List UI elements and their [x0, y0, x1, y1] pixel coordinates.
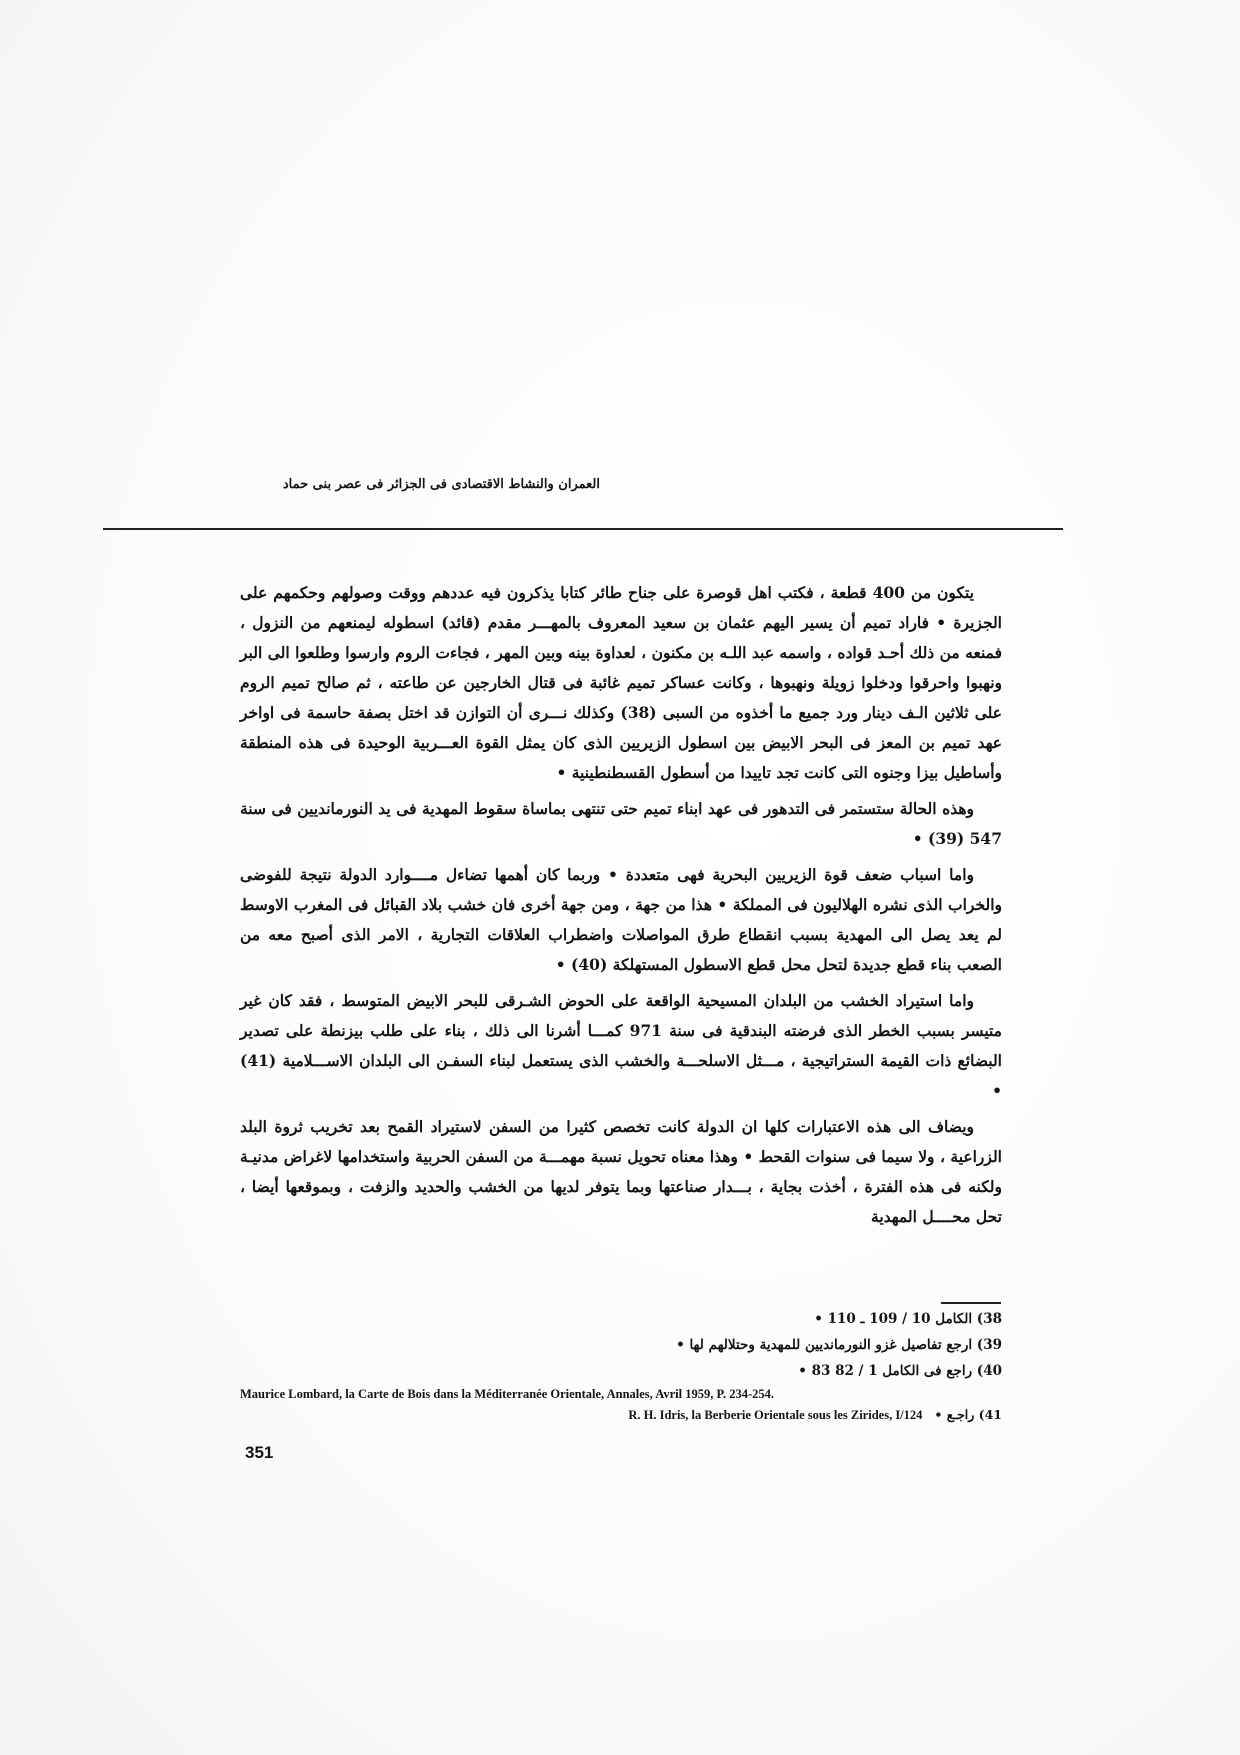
paragraph-1: يتكون من 400 قطعة ، فكتب اهل قوصرة على جناح طائر كتابا يذكرون فيه عددهم ووقت وصولهم وحكمهم على الجزيرة • فاراد تميم أن يسير اليهم عثمان بن سعيد المعروف بالمهـــر مقدم (قائد) اسطوله ليمنعهم من النزول ، فمنعه من ذلك أحـد قواده ، واسمه عبد اللـه بن مكنون ، لعداوة بينه وبين المهر ، فجاءت الروم وارسوا وطلعوا الى البر ونهبوا واحرقوا ودخلوا زويلة ونهبوها ، وكانت عساكر تميم غائبة فى قتال الخارجين عن طاعته ، ثم صالح تميم الروم على ثلاثين الـف دينار ورد جميع ما أخذوه من السبى (38) وكذلك نـــرى أن التوازن قد اختل بصفة حاسمة فى اواخر عهد تميم بن المعز فى البحر الابيض بين اسطول الزيريين الذى كان يمثل القوة العـــربية الوحيدة فى هذه المنطقة وأساطيل بيزا وجنوه التى كانت تجد تاييدا من أسطول القسطنطينية •: [240, 583, 1002, 782]
paragraph-5: ويضاف الى هذه الاعتبارات كلها ان الدولة كانت تخصص كثيرا من السفن لاستيراد القمح بعد تخريب ثروة البلد الزراعية ، ولا سيما فى سنوات القحط • وهذا معناه تحويل نسبة مهمـــة من السفن الحربية واستخدامها لاغراض مدنيـة ولكنه فى هذه الفترة ، أخذت بجاية ، بـــدار صناعتها وبما يتوفر لديها من الخشب والحديد والزفت ، وبموقعها أيضا ، تحل محــــل المهدية: [240, 1117, 1002, 1226]
paragraph-2: وهذه الحالة ستستمر فى التدهور فى عهد ابناء تميم حتى تنتهى بماساة سقوط المهدية فى يد النورمانديين فى سنة 547 (39) •: [240, 799, 1002, 848]
body-text: [240, 578, 1002, 1232]
paragraph-4: واما استيراد الخشب من البلدان المسيحية الواقعة على الحوض الشـرقى للبحر الابيض المتوسط ، فقد كان غير متيسر بسبب الخطر الذى فرضته البندقية فى سنة 971 كمـــا أشرنا الى ذلك ، بناء على طلب بيزنطة على تصدير البضائع ذات القيمة الستراتيجية ، مـــثل الاسلحـــة والخشب الذى يستعمل لبناء السفـن الى البلدان الاســـلامية (41) •: [240, 991, 1002, 1100]
page-number: 351: [245, 1443, 274, 1462]
footnote-39: 39) ارجع تفاصيل غزو النورمانديين للمهدية وحتلالهم لها •: [676, 1337, 1002, 1353]
running-head: العمران والنشاط الاقتصادى فى الجزائر فى عصر بنى حماد: [282, 477, 600, 492]
header-divider: [103, 528, 1063, 530]
footnote-38: 38) الكامل 10 / 109 ـ 110 •: [814, 1311, 1002, 1327]
footnote-41: [240, 1404, 1002, 1426]
footnote-40-reference: Maurice Lombard, la Carte de Bois dans la Méditerranée Orientale, Annales, Avril 1959, P. 234-254.: [240, 1387, 774, 1401]
footnote-40: 40) راجع فى الكامل 1 / 82 83 •: [798, 1363, 1002, 1379]
footnotes: [240, 1306, 1002, 1426]
footnote-41-reference: R. H. Idris, la Berberie Orientale sous les Zirides, I/124: [628, 1408, 923, 1422]
paragraph-3: واما اسباب ضعف قوة الزيريين البحرية فهى متعددة • وربما كان أهمها تضاءل مــــوارد الدولة نتيجة للفوضى والخراب الذى نشره الهلاليون فى المملكة • هذا من جهة ، ومن جهة أخرى فان خشب بلاد القبائل فى المغرب الاوسط لم يعد يصل الى المهدية بسبب انقطاع طرق المواصلات واضطراب العلاقات التجارية ، الامر الذى أصبح معه من الصعب بناء قطع جديدة لتحل محل قطع الاسطول المستهلكة (40) •: [240, 865, 1002, 974]
footnote-41-label: 41) راجـع •: [934, 1407, 1002, 1422]
footnote-divider: [941, 1302, 1001, 1304]
